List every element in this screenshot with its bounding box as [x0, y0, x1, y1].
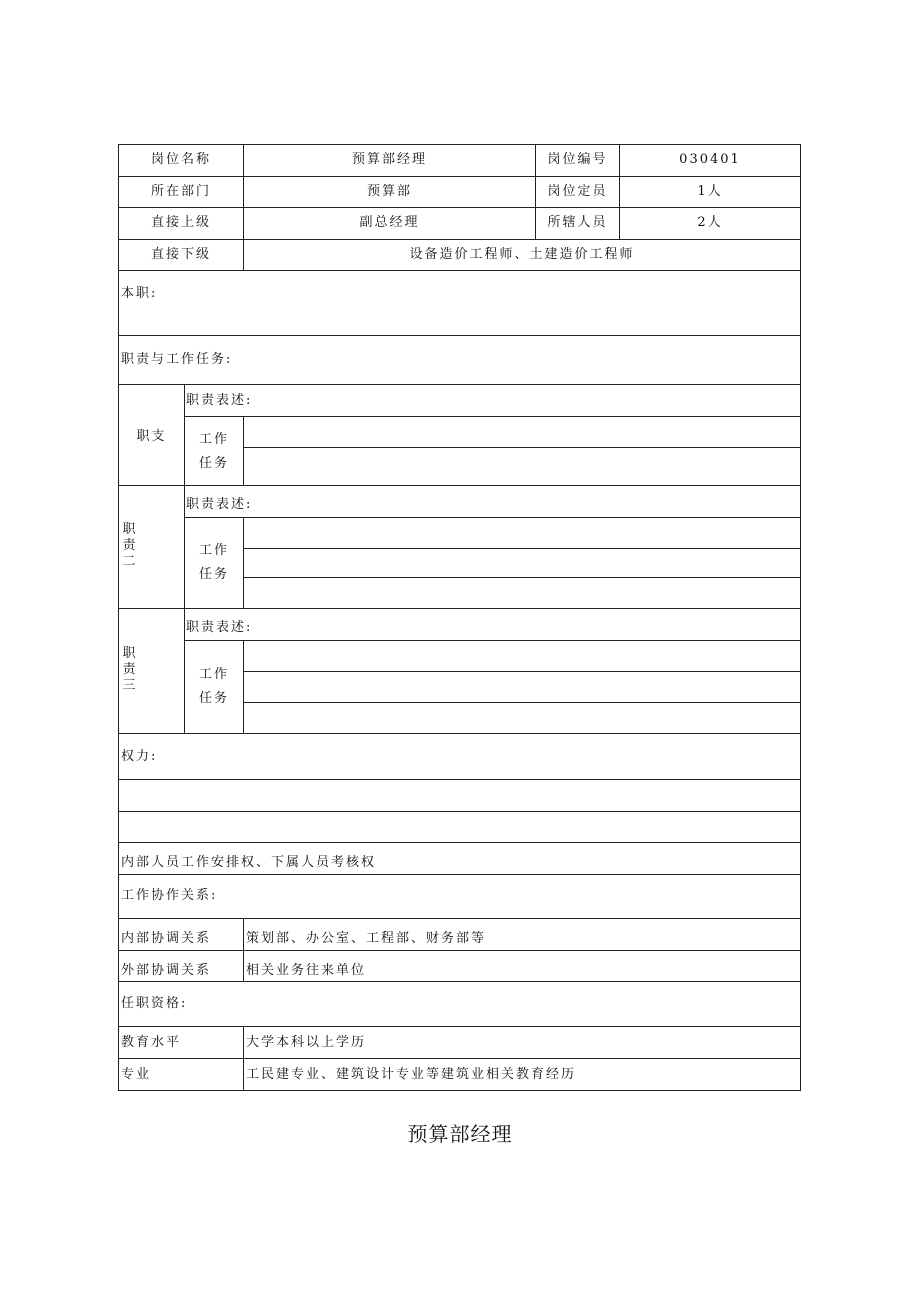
- duty-2-task-label-2: 任务: [198, 567, 229, 582]
- post-name-value: 预算部经理: [351, 152, 427, 167]
- cooperation-title: 工作协作关系:: [121, 888, 218, 903]
- duty-3-label-char-2: 责: [122, 662, 136, 677]
- duty-2-desc-label: 职责表述:: [186, 497, 253, 512]
- subordinate-label: 直接下级: [150, 247, 211, 262]
- duty-3-task-label-2: 任务: [198, 691, 229, 706]
- duty-3-desc-label: 职责表述:: [186, 620, 253, 635]
- staff-value: 2人: [697, 215, 723, 230]
- dept-label: 所在部门: [150, 184, 211, 199]
- major-label: 专业: [121, 1067, 152, 1082]
- duty-2-label-char-3: 二: [122, 554, 136, 569]
- quota-label: 岗位定员: [547, 184, 608, 199]
- internal-value: 策划部、办公室、工程部、财务部等: [246, 931, 487, 946]
- qualification-title: 任职资格:: [121, 996, 188, 1011]
- page-caption: 预算部经理: [407, 1122, 513, 1146]
- internal-label: 内部协调关系: [121, 931, 212, 946]
- major-value: 工民建专业、建筑设计专业等建筑业相关教育经历: [246, 1067, 577, 1082]
- superior-label: 直接上级: [150, 215, 211, 230]
- duty-2-task-label-1: 工作: [198, 543, 229, 558]
- education-value: 大学本科以上学历: [246, 1035, 367, 1050]
- main-duty-label: 本职:: [121, 286, 158, 301]
- post-code-value: 030401: [679, 152, 741, 167]
- power-label: 权力:: [121, 749, 158, 764]
- subordinate-value: 设备造价工程师、土建造价工程师: [409, 247, 635, 262]
- quota-value: 1人: [697, 184, 723, 199]
- dept-value: 预算部: [366, 184, 412, 199]
- duty-1-task-label-2: 任务: [198, 456, 229, 471]
- post-code-label: 岗位编号: [547, 152, 608, 167]
- external-value: 相关业务往来单位: [246, 963, 367, 978]
- external-label: 外部协调关系: [121, 963, 212, 978]
- duty-2-label-char-1: 职: [122, 522, 136, 537]
- duty-2-label-char-2: 责: [122, 538, 136, 553]
- power-value: 内部人员工作安排权、下属人员考核权: [121, 855, 377, 870]
- duty-3-label-char-1: 职: [122, 646, 136, 661]
- duty-3-label-char-3: 三: [122, 678, 136, 693]
- education-label: 教育水平: [121, 1035, 182, 1050]
- duty-1-desc-label: 职责表述:: [186, 393, 253, 408]
- staff-label: 所辖人员: [547, 215, 608, 230]
- duties-title: 职责与工作任务:: [121, 352, 233, 367]
- duty-1-label: 职支: [136, 429, 167, 444]
- post-name-label: 岗位名称: [150, 152, 211, 167]
- duty-3-task-label-1: 工作: [198, 667, 229, 682]
- superior-value: 副总经理: [359, 215, 420, 230]
- duty-1-task-label-1: 工作: [198, 432, 229, 447]
